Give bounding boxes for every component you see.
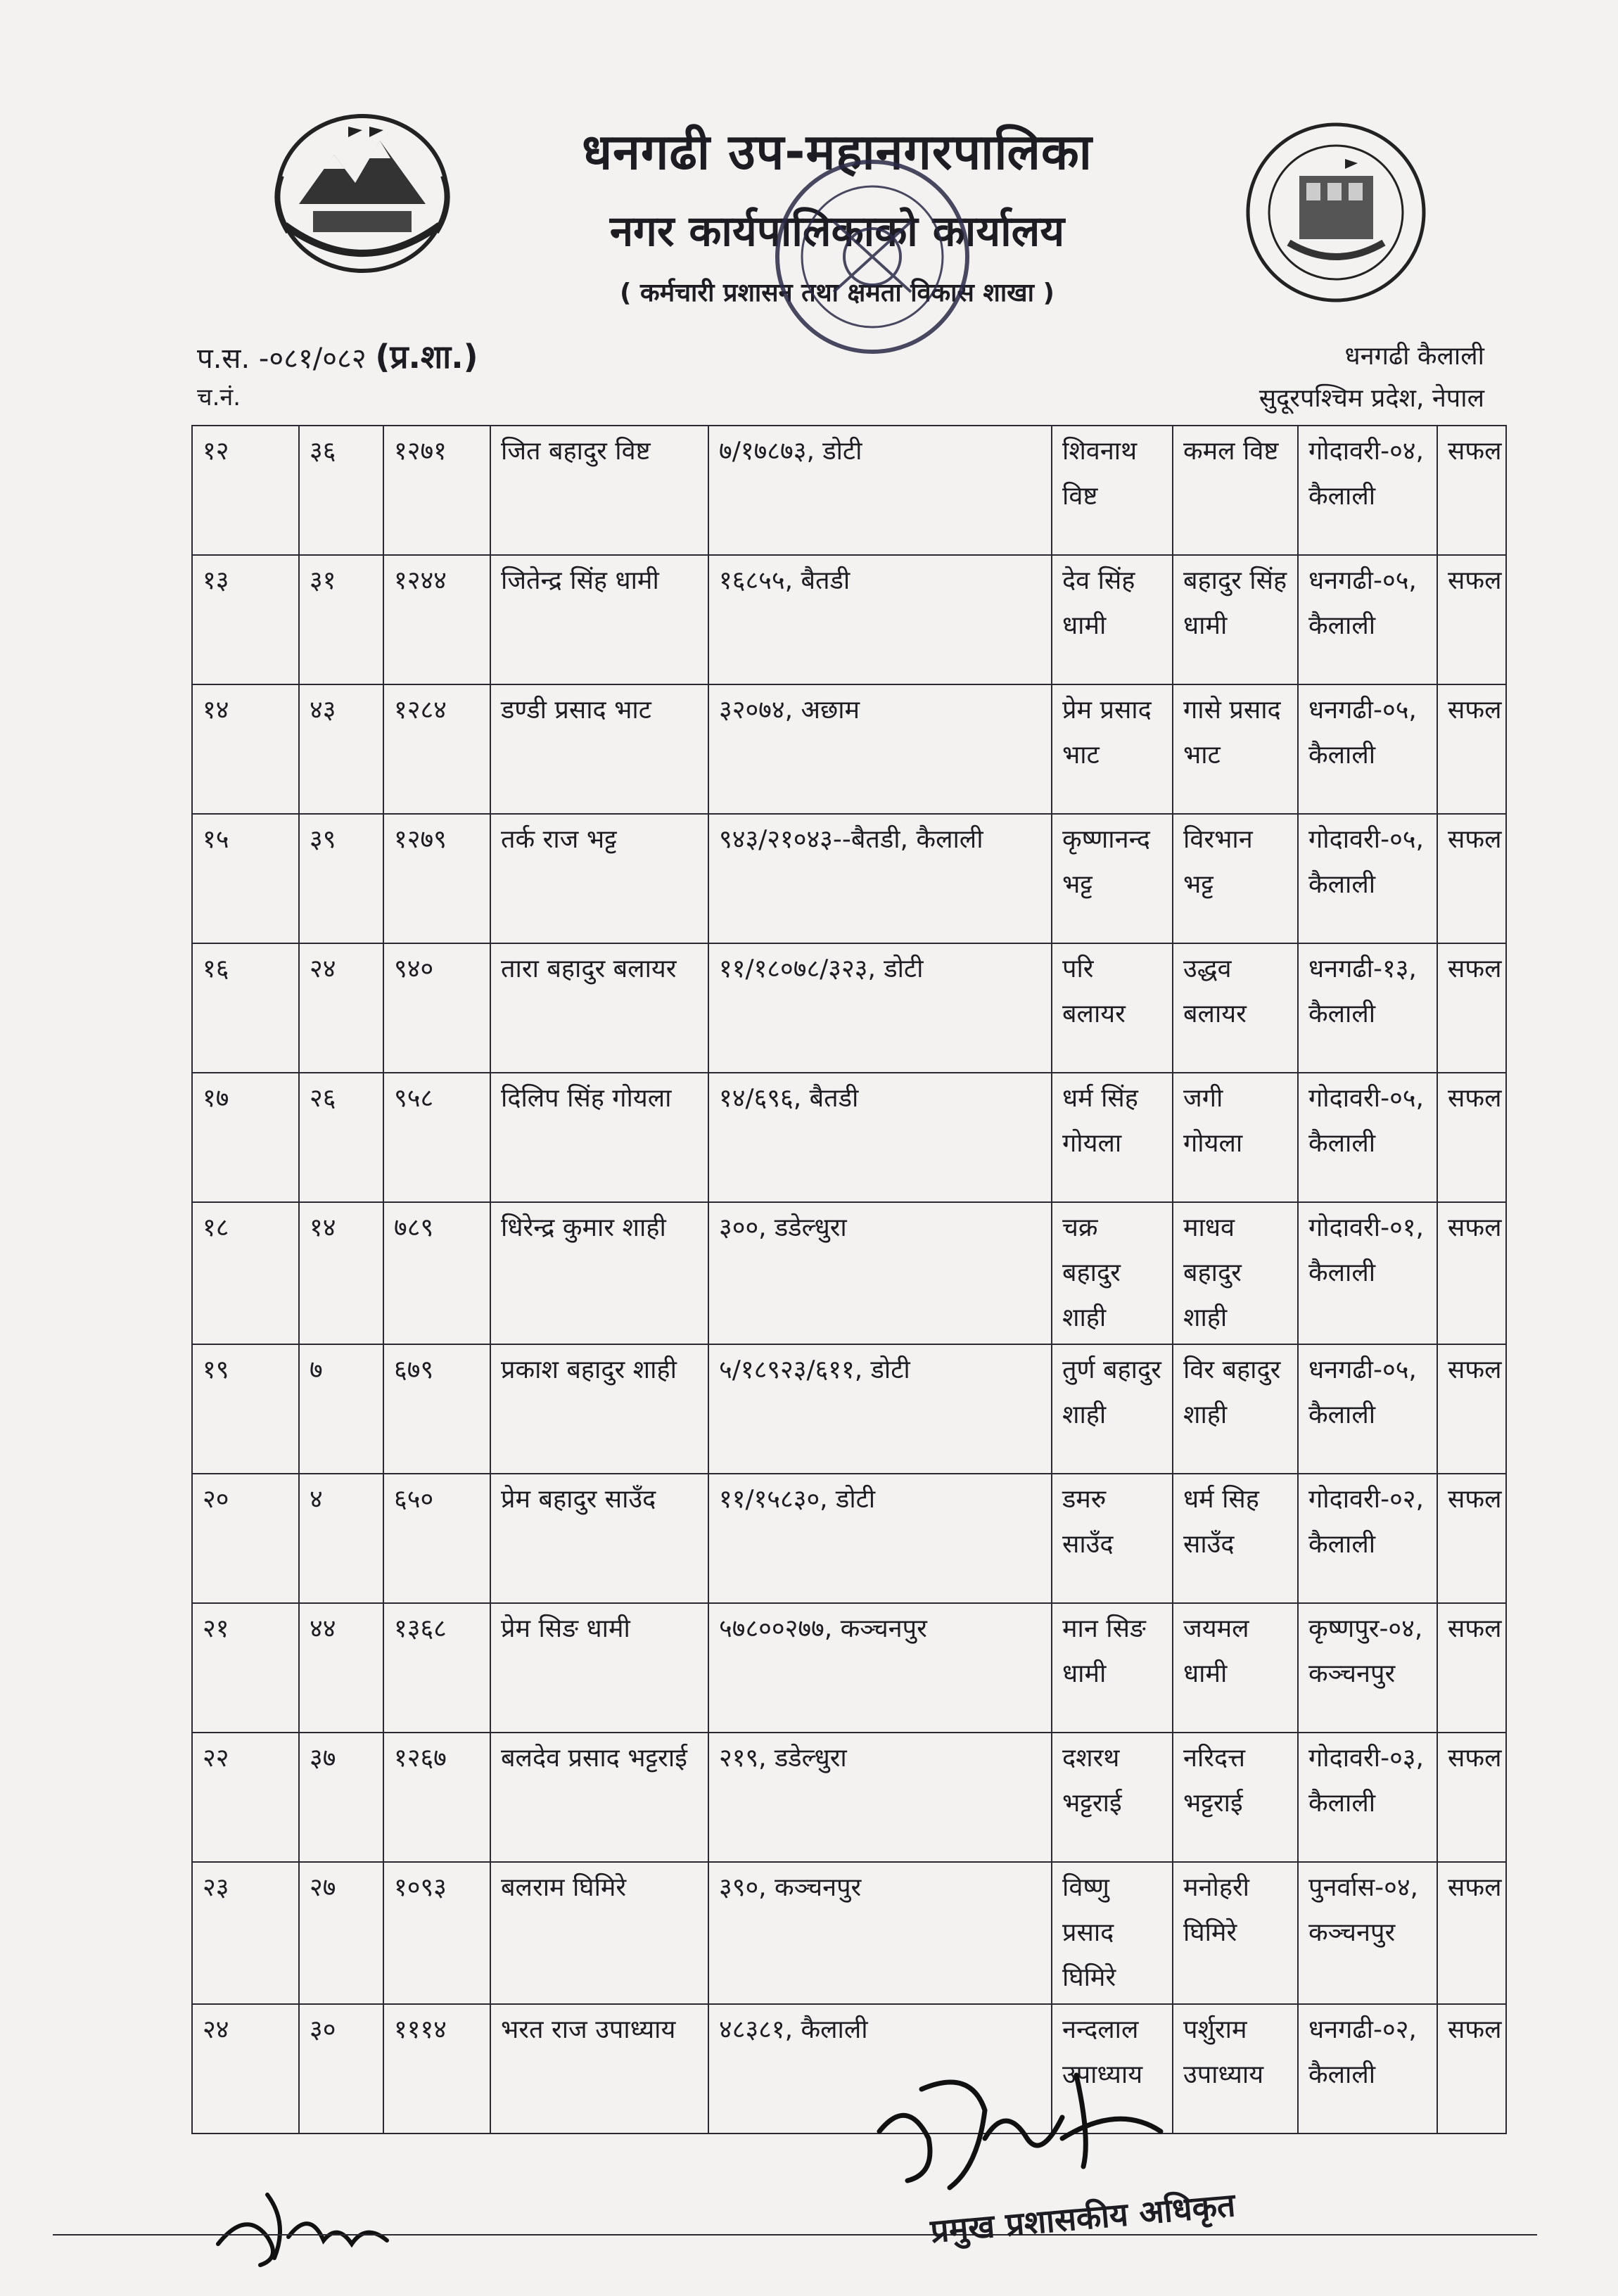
address-cell: धनगढी-०५, कैलाली	[1298, 1344, 1437, 1474]
father-name-cell: चक्र बहादुर शाही	[1052, 1202, 1173, 1344]
office-subtitle: नगर कार्यपालिकाको कार्यालय	[609, 207, 1065, 256]
table-row	[192, 1862, 1506, 2004]
father-name-cell: दशरथ भट्टराई	[1052, 1733, 1173, 1862]
roll-number-cell: ३१	[299, 555, 383, 684]
roll-number-cell: १४	[299, 1202, 383, 1344]
result-cell: सफल	[1437, 1344, 1506, 1474]
grandfather-name-cell: नरिदत्त भट्टराई	[1173, 1733, 1298, 1862]
address-cell: गोदावरी-०२, कैलाली	[1298, 1474, 1437, 1603]
grandfather-name-cell: धर्म सिह साउँद	[1173, 1474, 1298, 1603]
roll-number-cell: ७	[299, 1344, 383, 1474]
candidate-name-cell: प्रेम बहादुर साउँद	[490, 1474, 708, 1603]
address-cell: धनगढी-०२, कैलाली	[1298, 2004, 1437, 2134]
citizenship-number-cell: ३२०७४, अछाम	[708, 684, 1052, 814]
address-cell: धनगढी-०५, कैलाली	[1298, 684, 1437, 814]
grandfather-name-cell: उद्धव बलायर	[1173, 943, 1298, 1073]
address-cell: गोदावरी-०५, कैलाली	[1298, 814, 1437, 943]
registration-number-cell: ९५८	[383, 1073, 490, 1202]
serial-number-cell: १८	[192, 1202, 299, 1344]
roll-number-cell: ३०	[299, 2004, 383, 2134]
address-cell: गोदावरी-०४, कैलाली	[1298, 426, 1437, 555]
father-name-cell: देव सिंह धामी	[1052, 555, 1173, 684]
father-name-cell: मान सिङ धामी	[1052, 1603, 1173, 1733]
candidate-name-cell: तारा बहादुर बलायर	[490, 943, 708, 1073]
serial-number-cell: २१	[192, 1603, 299, 1733]
father-name-cell: विष्णु प्रसाद घिमिरे	[1052, 1862, 1173, 2004]
result-cell: सफल	[1437, 1474, 1506, 1603]
roll-number-cell: ४	[299, 1474, 383, 1603]
address-cell: गोदावरी-०३, कैलाली	[1298, 1733, 1437, 1862]
candidate-name-cell: प्रेम सिङ धामी	[490, 1603, 708, 1733]
result-cell: सफल	[1437, 1862, 1506, 2004]
citizenship-number-cell: ११/१५८३०, डोटी	[708, 1474, 1052, 1603]
results-table-body	[192, 426, 1506, 2134]
grandfather-name-cell: जगी गोयला	[1173, 1073, 1298, 1202]
citizenship-number-cell: ७/१७८७३, डोटी	[708, 426, 1052, 555]
father-name-cell: शिवनाथ विष्ट	[1052, 426, 1173, 555]
candidate-name-cell: जितेन्द्र सिंह धामी	[490, 555, 708, 684]
address-cell: पुनर्वास-०४, कञ्चनपुर	[1298, 1862, 1437, 2004]
office-title: धनगढी उप-महानगरपालिका	[582, 123, 1093, 181]
left-signature-icon	[204, 2181, 415, 2272]
registration-number-cell: १११४	[383, 2004, 490, 2134]
roll-number-cell: ३९	[299, 814, 383, 943]
serial-number-cell: १२	[192, 426, 299, 555]
grandfather-name-cell: मनोहरी घिमिरे	[1173, 1862, 1298, 2004]
candidate-name-cell: डण्डी प्रसाद भाट	[490, 684, 708, 814]
registration-number-cell: ६७९	[383, 1344, 490, 1474]
place-line-2: सुदूरपश्चिम प्रदेश, नेपाल	[1259, 384, 1484, 413]
serial-number-cell: १६	[192, 943, 299, 1073]
table-row	[192, 814, 1506, 943]
result-cell: सफल	[1437, 1073, 1506, 1202]
table-row	[192, 1733, 1506, 1862]
reference-prefix: प.स. -०८१/०८२	[197, 343, 367, 375]
address-cell: गोदावरी-०५, कैलाली	[1298, 1073, 1437, 1202]
father-name-cell: धर्म सिंह गोयला	[1052, 1073, 1173, 1202]
table-row	[192, 2004, 1506, 2134]
registration-number-cell: १२८४	[383, 684, 490, 814]
table-row	[192, 1073, 1506, 1202]
registration-number-cell: ९४०	[383, 943, 490, 1073]
result-cell: सफल	[1437, 555, 1506, 684]
roll-number-cell: २४	[299, 943, 383, 1073]
office-stamp-icon	[767, 151, 978, 369]
table-row	[192, 426, 1506, 555]
serial-number-cell: १९	[192, 1344, 299, 1474]
registration-number-cell: १०९३	[383, 1862, 490, 2004]
father-name-cell: तुर्ण बहादुर शाही	[1052, 1344, 1173, 1474]
father-name-cell: प्रेम प्रसाद भाट	[1052, 684, 1173, 814]
father-name-cell: नन्दलाल उपाध्याय	[1052, 2004, 1173, 2134]
chalani-number: च.नं.	[197, 383, 241, 412]
serial-number-cell: २३	[192, 1862, 299, 2004]
candidate-name-cell: जित बहादुर विष्ट	[490, 426, 708, 555]
grandfather-name-cell: गासे प्रसाद भाट	[1173, 684, 1298, 814]
table-row	[192, 1603, 1506, 1733]
result-cell: सफल	[1437, 1603, 1506, 1733]
candidate-name-cell: प्रकाश बहादुर शाही	[490, 1344, 708, 1474]
results-table	[191, 425, 1507, 2134]
result-cell: सफल	[1437, 426, 1506, 555]
grandfather-name-cell: कमल विष्ट	[1173, 426, 1298, 555]
candidate-name-cell: तर्क राज भट्ट	[490, 814, 708, 943]
citizenship-number-cell: ५७८००२७७, कञ्चनपुर	[708, 1603, 1052, 1733]
registration-number-cell: १२६७	[383, 1733, 490, 1862]
roll-number-cell: २६	[299, 1073, 383, 1202]
grandfather-name-cell: विर बहादुर शाही	[1173, 1344, 1298, 1474]
roll-number-cell: ४३	[299, 684, 383, 814]
serial-number-cell: १४	[192, 684, 299, 814]
result-cell: सफल	[1437, 2004, 1506, 2134]
result-cell: सफल	[1437, 814, 1506, 943]
grandfather-name-cell: विरभान भट्ट	[1173, 814, 1298, 943]
table-row	[192, 555, 1506, 684]
serial-number-cell: २०	[192, 1474, 299, 1603]
table-row	[192, 943, 1506, 1073]
place-line-1: धनगढी कैलाली	[1344, 342, 1484, 371]
serial-number-cell: २४	[192, 2004, 299, 2134]
table-row	[192, 1474, 1506, 1603]
registration-number-cell: १३६८	[383, 1603, 490, 1733]
candidate-name-cell: बलदेव प्रसाद भट्टराई	[490, 1733, 708, 1862]
serial-number-cell: १७	[192, 1073, 299, 1202]
serial-number-cell: १३	[192, 555, 299, 684]
grandfather-name-cell: माधव बहादुर शाही	[1173, 1202, 1298, 1344]
footer-line	[53, 2234, 1537, 2236]
nepal-emblem-icon	[257, 98, 468, 285]
result-cell: सफल	[1437, 1733, 1506, 1862]
officer-title: प्रमुख प्रशासकीय अधिकृत	[929, 2186, 1237, 2250]
result-cell: सफल	[1437, 684, 1506, 814]
registration-number-cell: १२७१	[383, 426, 490, 555]
candidate-name-cell: दिलिप सिंह गोयला	[490, 1073, 708, 1202]
roll-number-cell: ४४	[299, 1603, 383, 1733]
citizenship-number-cell: ३९०, कञ्चनपुर	[708, 1862, 1052, 2004]
roll-number-cell: ३७	[299, 1733, 383, 1862]
address-cell: गोदावरी-०१, कैलाली	[1298, 1202, 1437, 1344]
address-cell: धनगढी-०५, कैलाली	[1298, 555, 1437, 684]
registration-number-cell: १२७९	[383, 814, 490, 943]
citizenship-number-cell: ५/१८९२३/६११, डोटी	[708, 1344, 1052, 1474]
result-cell: सफल	[1437, 1202, 1506, 1344]
roll-number-cell: २७	[299, 1862, 383, 2004]
citizenship-number-cell: २१९, डडेल्धुरा	[708, 1733, 1052, 1862]
grandfather-name-cell: जयमल धामी	[1173, 1603, 1298, 1733]
citizenship-number-cell: ९४३/२१०४३--बैतडी, कैलाली	[708, 814, 1052, 943]
serial-number-cell: २२	[192, 1733, 299, 1862]
municipality-seal-icon	[1240, 120, 1433, 306]
address-cell: धनगढी-१३, कैलाली	[1298, 943, 1437, 1073]
candidate-name-cell: भरत राज उपाध्याय	[490, 2004, 708, 2134]
reference-suffix: (प्र.शा.)	[375, 338, 478, 376]
reference-number	[197, 334, 478, 378]
branch-name: ( कर्मचारी प्रशासन तथा क्षमता विकास शाखा )	[620, 279, 1055, 307]
citizenship-number-cell: ३००, डडेल्धुरा	[708, 1202, 1052, 1344]
citizenship-number-cell: ४८३८१, कैलाली	[708, 2004, 1052, 2134]
candidate-name-cell: बलराम घिमिरे	[490, 1862, 708, 2004]
grandfather-name-cell: पर्शुराम उपाध्याय	[1173, 2004, 1298, 2134]
result-cell: सफल	[1437, 943, 1506, 1073]
registration-number-cell: ७८९	[383, 1202, 490, 1344]
father-name-cell: परि बलायर	[1052, 943, 1173, 1073]
father-name-cell: डमरु साउँद	[1052, 1474, 1173, 1603]
roll-number-cell: ३६	[299, 426, 383, 555]
serial-number-cell: १५	[192, 814, 299, 943]
table-row	[192, 1344, 1506, 1474]
table-row	[192, 684, 1506, 814]
table-row	[192, 1202, 1506, 1344]
citizenship-number-cell: १६८५५, बैतडी	[708, 555, 1052, 684]
citizenship-number-cell: १४/६९६, बैतडी	[708, 1073, 1052, 1202]
candidate-name-cell: धिरेन्द्र कुमार शाही	[490, 1202, 708, 1344]
citizenship-number-cell: ११/१८०७८/३२३, डोटी	[708, 943, 1052, 1073]
registration-number-cell: १२४४	[383, 555, 490, 684]
registration-number-cell: ६५०	[383, 1474, 490, 1603]
father-name-cell: कृष्णानन्द भट्ट	[1052, 814, 1173, 943]
address-cell: कृष्णपुर-०४, कञ्चनपुर	[1298, 1603, 1437, 1733]
grandfather-name-cell: बहादुर सिंह धामी	[1173, 555, 1298, 684]
